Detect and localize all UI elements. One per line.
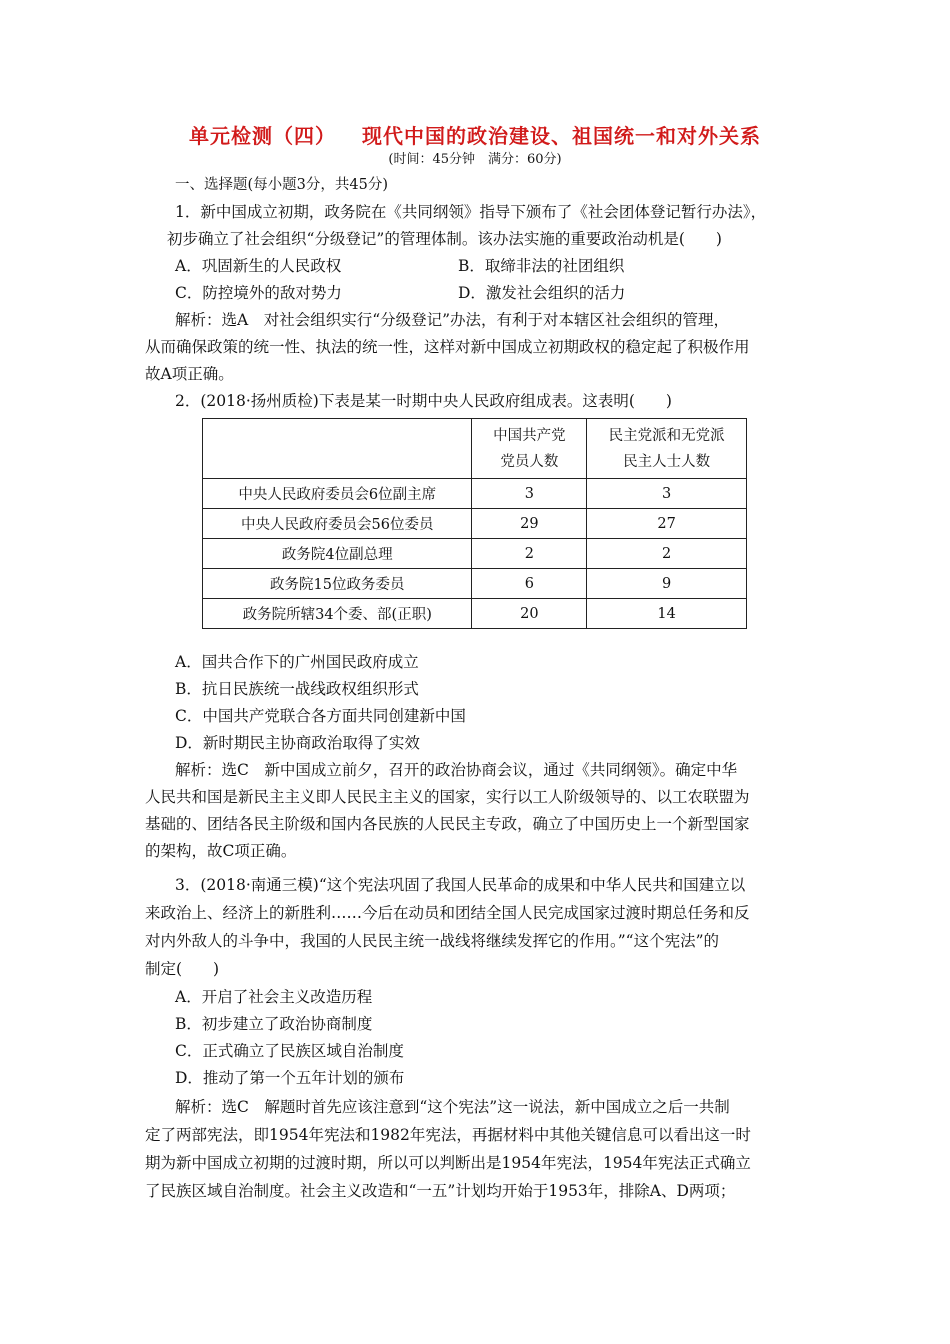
table-header-democratic: 民主党派和无党派 民主人士人数 <box>587 419 747 479</box>
table-cell: 27 <box>587 509 747 539</box>
title-topic: 现代中国的政治建设、祖国统一和对外关系 <box>362 124 761 148</box>
q2-option-c: C．中国共产党联合各方面共同创建新中国 <box>175 707 466 725</box>
q2-option-a: A．国共合作下的广州国民政府成立 <box>175 653 419 671</box>
table-header-row <box>203 419 747 479</box>
table-cell: 政务院15位政务委员 <box>203 569 472 599</box>
q3-stem-line-1: 3．(2018·南通三模)“这个宪法巩固了我国人民革命的成果和中华人民共和国建立以 <box>175 876 746 894</box>
table-header-cpc: 中国共产党 党员人数 <box>472 419 587 479</box>
q1-stem-line-1: 1．新中国成立初期，政务院在《共同纲领》指导下颁布了《社会团体登记暂行办法》， <box>175 203 767 221</box>
table-row <box>203 479 747 509</box>
table-header-blank <box>203 419 472 479</box>
q3-option-a: A．开启了社会主义改造历程 <box>175 988 373 1006</box>
table-row <box>203 509 747 539</box>
q1-stem-line-2: 初步确立了社会组织“分级登记”的管理体制。该办法实施的重要政治动机是( ) <box>167 230 722 248</box>
q3-analysis-line-3: 期为新中国成立初期的过渡时期，所以可以判断出是1954年宪法，1954年宪法正式确立 <box>145 1154 751 1172</box>
table-cell: 20 <box>472 599 587 629</box>
table-cell: 政务院所辖34个委、部(正职) <box>203 599 472 629</box>
q1-option-a: A．巩固新生的人民政权 <box>175 257 342 275</box>
table-cell: 29 <box>472 509 587 539</box>
q2-analysis-line-3: 基础的、团结各民主阶级和国内各民族的人民民主专政，确立了中国历史上一个新型国家 <box>145 815 750 833</box>
q1-analysis-line-1: 解析：选A 对社会组织实行“分级登记”办法，有利于对本辖区社会组织的管理， <box>175 311 730 329</box>
table-cell: 3 <box>587 479 747 509</box>
q2-option-b: B．抗日民族统一战线政权组织形式 <box>175 680 419 698</box>
table-cell: 中央人民政府委员会56位委员 <box>203 509 472 539</box>
page-title <box>0 120 950 149</box>
q3-analysis-line-2: 定了两部宪法，即1954年宪法和1982年宪法，再据材料中其他关键信息可以看出这一时 <box>145 1126 751 1144</box>
q3-analysis-line-1: 解析：选C 解题时首先应该注意到“这个宪法”这一说法，新中国成立之后一共制 <box>175 1098 730 1116</box>
q2-analysis-line-4: 的架构，故C项正确。 <box>145 842 297 860</box>
table-cell: 6 <box>472 569 587 599</box>
table-cell: 9 <box>587 569 747 599</box>
table-cell: 2 <box>472 539 587 569</box>
q2-stem: 2．(2018·扬州质检)下表是某一时期中央人民政府组成表。这表明( ) <box>175 392 672 410</box>
table-cell: 中央人民政府委员会6位副主席 <box>203 479 472 509</box>
title-unit: 单元检测（四） <box>189 124 336 148</box>
q1-option-d: D．激发社会组织的活力 <box>458 284 626 302</box>
q1-option-c: C．防控境外的敌对势力 <box>175 284 342 302</box>
q3-option-b: B．初步建立了政治协商制度 <box>175 1015 373 1033</box>
table-cell: 14 <box>587 599 747 629</box>
q1-option-b: B．取缔非法的社团组织 <box>458 257 625 275</box>
q3-option-d: D．推动了第一个五年计划的颁布 <box>175 1069 405 1087</box>
section-heading: 一、选择题(每小题3分，共45分) <box>175 177 388 193</box>
q3-option-c: C．正式确立了民族区域自治制度 <box>175 1042 404 1060</box>
exam-subtitle: (时间：45分钟 满分：60分) <box>388 152 562 167</box>
table-cell: 政务院4位副总理 <box>203 539 472 569</box>
q2-option-d: D．新时期民主协商政治取得了实效 <box>175 734 420 752</box>
table-row <box>203 539 747 569</box>
q3-stem-line-4: 制定( ) <box>145 960 220 978</box>
q3-analysis-line-4: 了民族区域自治制度。社会主义改造和“一五”计划均开始于1953年，排除A、D两项； <box>145 1182 736 1200</box>
table-row <box>203 569 747 599</box>
table-cell: 3 <box>472 479 587 509</box>
q1-analysis-line-2: 从而确保政策的统一性、执法的统一性，这样对新中国成立初期政权的稳定起了积极作用 <box>145 338 750 356</box>
q2-analysis-line-1: 解析：选C 新中国成立前夕，召开的政治协商会议，通过《共同纲领》。确定中华 <box>175 761 738 779</box>
table-row <box>203 599 747 629</box>
q1-analysis-line-3: 故A项正确。 <box>145 365 234 383</box>
government-composition-table <box>202 418 747 629</box>
q2-analysis-line-2: 人民共和国是新民主主义即人民民主主义的国家，实行以工人阶级领导的、以工农联盟为 <box>145 788 750 806</box>
table-cell: 2 <box>587 539 747 569</box>
q3-stem-line-3: 对内外敌人的斗争中，我国的人民民主统一战线将继续发挥它的作用。”“这个宪法”的 <box>145 932 720 950</box>
q3-stem-line-2: 来政治上、经济上的新胜利……今后在动员和团结全国人民完成国家过渡时期总任务和反 <box>145 904 750 922</box>
